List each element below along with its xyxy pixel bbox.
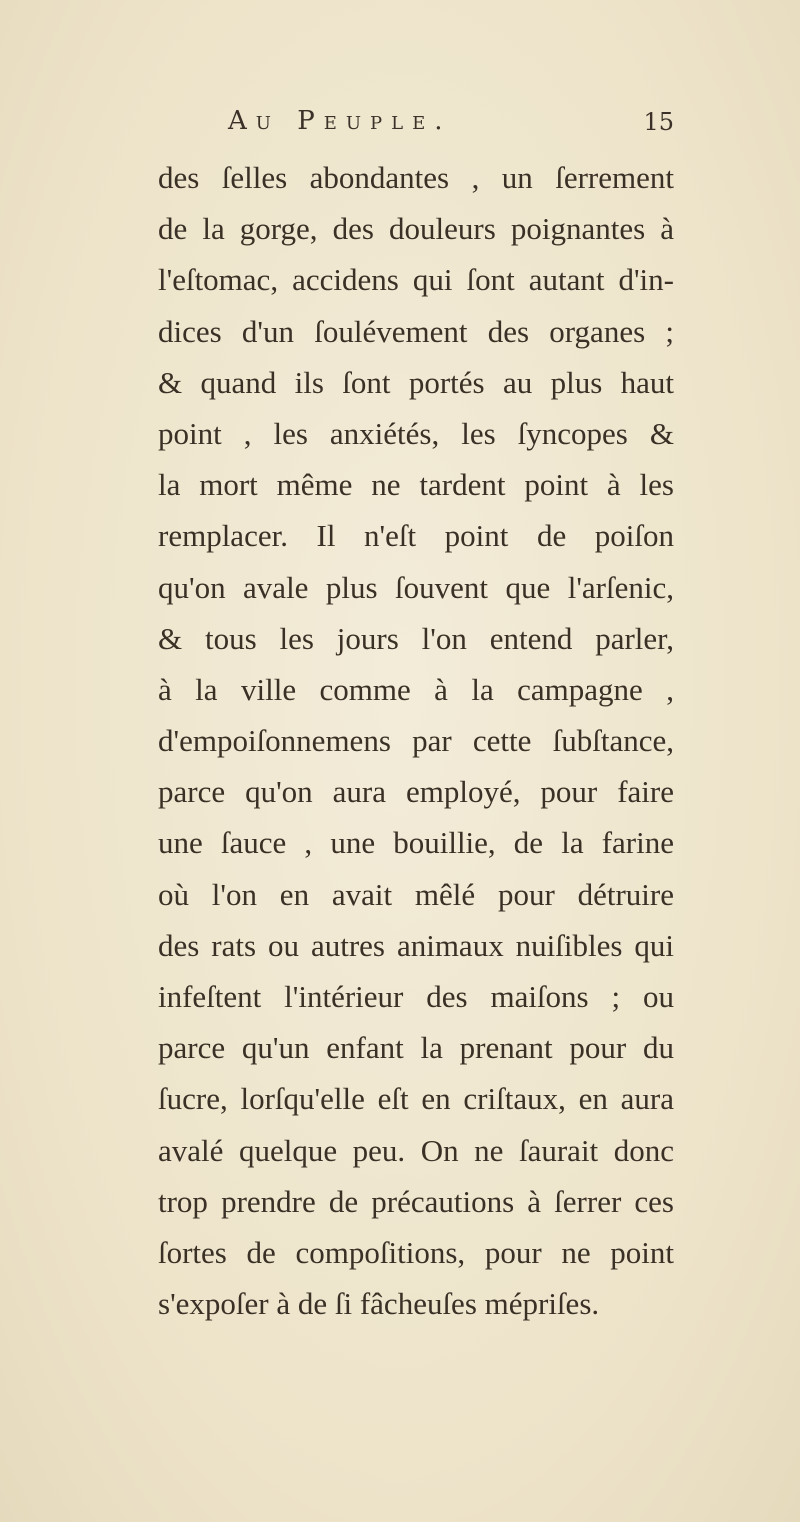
text-line: ſucre, lorſqu'elle eſt en criſtaux, en aura: [158, 1081, 674, 1117]
text-line: parce qu'un enfant la prenant pour du: [158, 1030, 674, 1066]
text-line: la mort même ne tardent point à les: [158, 467, 674, 503]
text-line: des rats ou autres animaux nuiſibles qui: [158, 927, 674, 963]
running-title: Au Peuple.: [228, 106, 452, 136]
text-line: trop prendre de précautions à ſerrer ces: [158, 1183, 674, 1219]
page-header: [228, 104, 674, 148]
text-line: où l'on en avait mêlé pour détruire: [158, 876, 674, 912]
text-line: s'expoſer à de ſi fâcheuſes mépriſes.: [158, 1286, 600, 1322]
text-line: des ſelles abondantes , un ſerrement: [158, 160, 674, 195]
text-line: l'eſtomac, accidens qui ſont autant d'in-: [158, 262, 674, 298]
text-line: parce qu'on aura employé, pour faire: [158, 774, 674, 810]
text-line: une ſauce , une bouillie, de la farine: [158, 825, 674, 861]
text-line: à la ville comme à la campagne ,: [158, 671, 674, 707]
text-line: infeſtent l'intérieur des maiſons ; ou: [158, 979, 674, 1014]
text-line: avalé quelque peu. On ne ſaurait donc: [158, 1132, 674, 1168]
text-line: point , les anxiétés, les ſyncopes &: [158, 415, 674, 451]
text-line: d'empoiſonnemens par cette ſubſtance,: [158, 723, 674, 759]
page-number: 15: [643, 108, 674, 136]
text-line: qu'on avale plus ſouvent que l'arſenic,: [158, 569, 674, 605]
text-line: remplacer. Il n'eſt point de poiſon: [158, 518, 674, 554]
text-line: dices d'un ſoulévement des organes ;: [158, 313, 674, 349]
body-text: [158, 152, 674, 1329]
text-line: ſortes de compoſitions, pour ne point: [158, 1234, 674, 1270]
text-line: & quand ils ſont portés au plus haut: [158, 364, 674, 400]
text-line: & tous les jours l'on entend parler,: [158, 620, 674, 656]
text-line: de la gorge, des douleurs poignantes à: [158, 211, 674, 247]
